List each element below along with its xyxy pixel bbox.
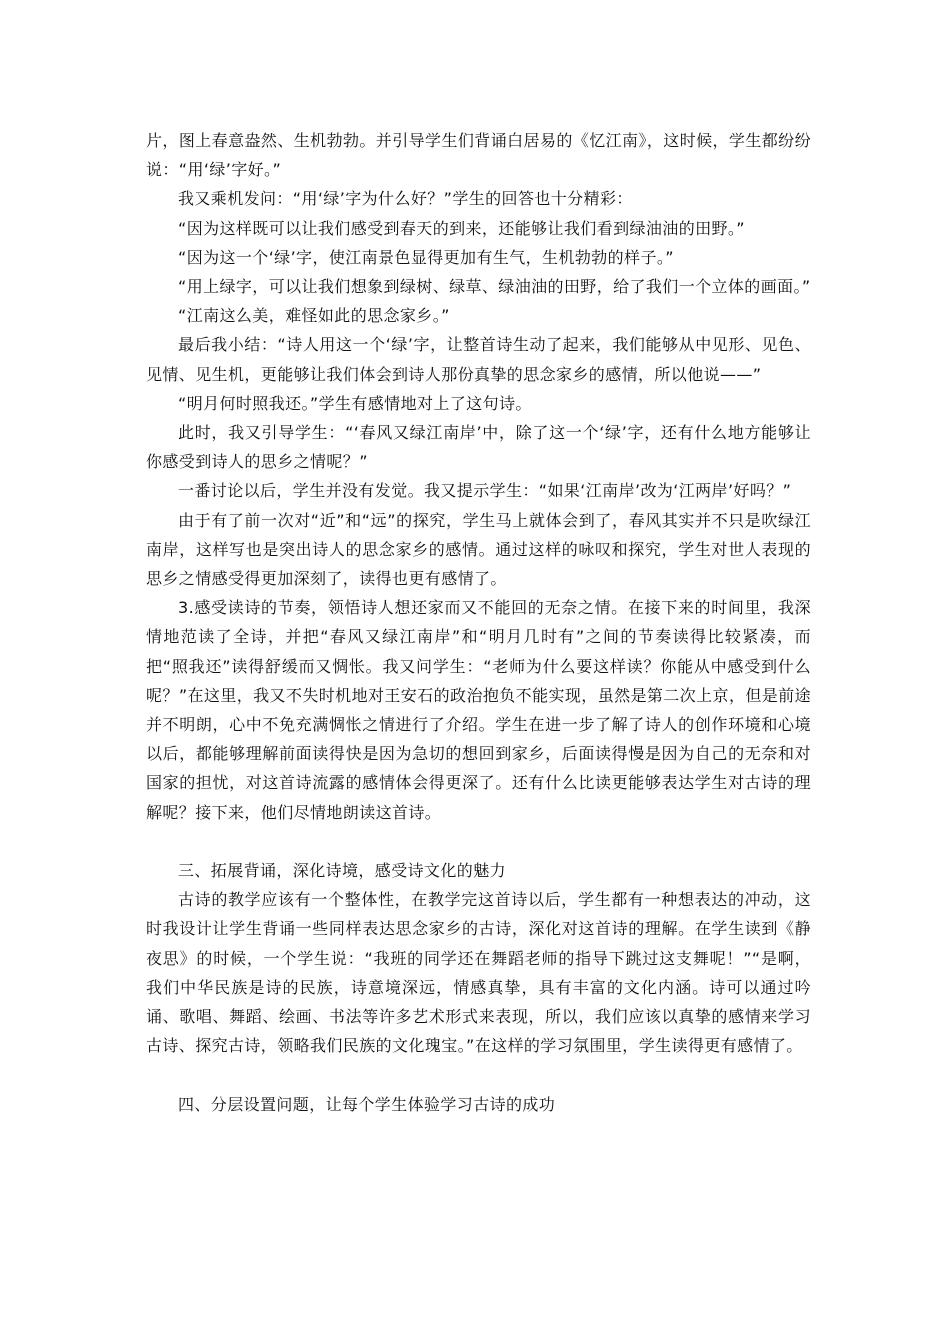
paragraph-exploration: 由于有了前一次对“近”和“远”的探究，学生马上就体会到了，春风其实并不只是吹绿江南岸，这样写也是突出诗人的思念家乡的感情。通过这样的咏叹和探究，学生对世人表现的思乡之情感受得更加深刻了，读得也更有感情了。 [146,510,811,589]
paragraph-student-answer-3: “用上绿字，可以让我们想象到绿树、绿草、绿油油的田野，给了我们一个立体的画面。” [178,277,811,297]
section-heading-3: 三、拓展背诵，深化诗境，感受诗文化的魅力 [178,861,507,881]
paragraph-rhythm: 3.感受读诗的节奏，领悟诗人想还家而又不能回的无奈之情。在接下来的时间里，我深情地范读了全诗，并把“春风又绿江南岸”和“明月几时有”之间的节奏读得比较紧凑，而把“照我还”读得舒缓而又惆怅。我又问学生：“老师为什么要这样读？你能从中感受到什么呢？”在这里，我又不失时机地对王安石的政治抱负不能实现，虽然是第二次上京，但是前途并不明朗，心中不免充满惆怅之情进行了介绍。学生在进一步了解了诗人的创作环境和心境以后，都能够理解前面读得快是因为急切的想回到家乡，后面读得慢是因为自己的无奈和对国家的担忧，对这首诗流露的感情体会得更深了。还有什么比读更能够表达学生对古诗的理解呢？接下来，他们尽情地朗读这首诗。 [146,598,811,822]
section-heading-4: 四、分层设置问题，让每个学生体验学习古诗的成功 [178,1094,556,1114]
paragraph-question: 我又乘机发问：“用‘绿’字为什么好？”学生的回答也十分精彩： [178,189,633,209]
paragraph-hint: 一番讨论以后，学生并没有发觉。我又提示学生：“如果‘江南岸’改为‘江两岸’好吗？” [178,481,792,501]
paragraph-recitation: 古诗的教学应该有一个整体性，在教学完这首诗以后，学生都有一种想表达的冲动，这时我设计让学生背诵一些同样表达思念家乡的古诗，深化对这首诗的理解。在学生读到《静夜思》的时候，一个学生说：“我班的同学还在舞蹈老师的指导下跳过这支舞呢！”“是啊，我们中华民族是诗的民族，诗意境深远，情感真挚，具有丰富的文化内涵。诗可以通过吟诵、歌唱、舞蹈、绘画、书法等许多艺术形式来表现，所以，我们应该以真挚的感情来学习古诗、探究古诗，领略我们民族的文化瑰宝。”在这样的学习氛围里，学生读得更有感情了。 [146,890,811,1056]
paragraph-gap [146,1060,811,1089]
paragraph-student-answer-4: “江南这么美，难怪如此的思念家乡。” [178,306,450,326]
paragraph-poem-line: “明月何时照我还。”学生有感情地对上了这句诗。 [178,393,532,413]
paragraph-student-answer-1: “因为这样既可以让我们感受到春天的到来，还能够让我们看到绿油油的田野。” [178,218,745,238]
paragraph-continued: 片，图上春意盎然、生机勃勃。并引导学生们背诵白居易的《忆江南》，这时候，学生都纷纷说：“用‘绿’字好。” [146,131,811,180]
paragraph-gap [146,827,811,856]
paragraph-student-answer-2: “因为这一个‘绿’字，使江南景色显得更加有生气，生机勃勃的样子。” [178,247,674,267]
paragraph-summary: 最后我小结：“诗人用这一个‘绿’字，让整首诗生动了起来，我们能够从中见形、见色、见情、见生机，更能够让我们体会到诗人那份真挚的思念家乡的感情，所以他说——” [146,335,811,384]
paragraph-guidance: 此时，我又引导学生：“‘春风又绿江南岸’中，除了这一个‘绿’字，还有什么地方能够让你感受到诗人的思乡之情呢？” [146,423,811,472]
document-body [146,126,811,1119]
